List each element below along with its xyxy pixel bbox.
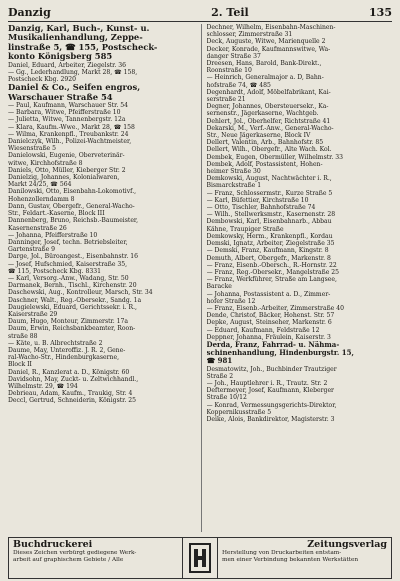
directory-entry: Dreesen, Hans, Barold, Bank-Direkt., [206,60,322,68]
advertisement [8,537,392,579]
directory-entry: — Wilma, Krankenpfl., Treubankstr. 24 [8,130,129,138]
directory-entry: Dembek, Adolf, Postassistent, Hohen- [206,160,323,168]
printing-house-logo-icon [187,541,213,575]
directory-entry: Daschewski, Aug., Kontrolleur, Marsch, Str. 34 [8,289,153,297]
directory-entry: schlosser, Zimmerstraße 31 [206,31,293,39]
directory-entry: serstraße 21 [206,96,246,104]
directory-entry: Kasernenstraße 26 [8,224,67,232]
directory-entry: Derda, Franz, Fahrrad- u. Nähma- [206,340,340,349]
directory-entry: Degner, Johannes, Obersteuersekr., Ka- [206,103,329,111]
directory-entry: Dannenberg, Bruno, Reichsb.-Baumeister, [8,217,139,225]
advert-right-text: Herstellung von Druckarbeiten entstam- [222,550,342,556]
directory-entry: — Josef, Hufschmied, Kaiserstraße 35, [8,260,128,268]
advert-right-text: men einer Verbindung bekannten Werkstätten [222,557,359,563]
directory-entry: Dann, Gustav, Obergefr., General-Wacho- [8,202,135,210]
directory-entry: Straße 2 [206,372,234,380]
directory-entry: — Julietta, Witwe, Tannenbergstr. 12a [8,116,126,124]
directory-entry: Koppernikusstraße 5 [206,408,272,416]
directory-entry: Dembowski, Karl, Eisenbahnarb., Abbau [206,218,332,226]
directory-entry: Demski, Ignatz, Arbeiter, Ziegelstraße 35 [206,240,335,248]
directory-entry: witwe, Kirchhofstraße 8 [8,159,83,167]
directory-entry: — Demski, Franz, Kaufmann, Kingstr. 8 [206,247,329,255]
printing-house-logo-icon [182,538,218,578]
directory-entry: — Konrad, Vermessungsgerichts-Direktor, [206,401,337,409]
directory-entry: straße 88 [8,332,38,340]
directory-entry: linstraße 5, ☎ 155, Postscheck- [8,42,158,52]
directory-entry: — Barbara, Witwe, Pfeifferstraße 10 [8,109,121,117]
page-header [8,6,392,22]
directory-entry: ☎ 115, Postscheck Kbg. 8331 [8,267,101,275]
directory-entry: — Karl, Versorg.-Anw., Wadang, Str. 50 [8,274,129,282]
directory-entry: Daniel, Eduard, Arbeiter, Ziegelstr. 36 [8,61,127,69]
directory-entry: Warschauer Straße 54 [8,92,113,102]
directory-entry: Desmatowitz, Joh., Buchbinder Trautziger [206,365,337,373]
directory-entry: Daschner, Walt., Reg.-Obersekr., Sandg. 1a [8,296,142,304]
directory-entry: Str., Neue Jägerkaserne, Block IV [206,132,311,140]
advert-left-title: Buchdruckerei [13,539,93,550]
directory-entry: Dechner, Wilhelm, Eisenbahn-Maschinen- [206,24,336,31]
directory-entry: Danielzig, Johannes, Kolonialwaren, [8,174,120,182]
directory-entry: Demuth, Albert, Obergefr., Markenstr. 8 [206,254,331,262]
directory-entry: — Johanna, Pfeifferstraße 10 [8,231,98,239]
directory-entry: Wilhelmstr. 29, ☎ 194 [8,382,78,390]
directory-entry: Postscheck Kbg. 2920 [8,76,76,84]
directory-entry: — Franz, Reg.-Obersekr., Mangelstraße 25 [206,268,340,276]
directory-entry: Hohenzollerndamm 8 [8,195,75,203]
directory-entry: — Franz, Schlossermstr., Kurze Straße 5 [206,189,333,197]
directory-entry: — Eduard, Kaufmann, Feldstraße 12 [206,326,320,334]
directory-entry: Darmanek, Bernh., Tischl., Kirchenstr. 20 [8,282,137,290]
directory-entry: heimer Straße 30 [206,168,261,176]
directory-entry: Wiesenstraße 5 [8,145,56,153]
directory-columns [8,24,392,532]
directory-entry: Dembek, Eugen, Obermüller, Wilhelmstr. 33 [206,153,344,161]
directory-entry: Daugielewski, Eduard, Gerichtssekr. i. R., [8,303,137,311]
directory-entry: Straße 10/12 [206,394,247,402]
directory-entry: Baracke [206,283,232,291]
advert-right-title: Zeitungsverlag [307,539,387,550]
directory-entry: Block II [8,361,32,369]
directory-entry: Dekarski, M., Verf.-Anw., General-Wacho- [206,124,334,132]
directory-entry: Musikalienhandlung, Zeppe- [8,33,143,43]
directory-entry: — Paul, Kaufmann, Warschauer Str. 54 [8,102,128,110]
advert-left-text: Dieses Zeichen verbürgt gediegene Werk- [13,550,137,556]
directory-entry: Deck, Auguste, Witwe, Marienquelle 2 [206,38,326,46]
directory-entry: — Karl, Büfettier, Kirchstraße 10 [206,196,309,204]
directory-entry: konto Königsberg 585 [8,52,113,62]
left-column [8,24,195,532]
directory-entry: Markt 24/25, ☎ 564 [8,181,72,189]
directory-entry: ral-Wacho-Str., Hindenburgkaserne, [8,354,120,362]
directory-entry: — Franz, Eisenb.-Arbeiter, Zimmerstraße 40 [206,304,344,312]
directory-entry: Danzig, Karl, Buch-, Kunst- u. [8,24,150,33]
directory-entry: Degenhardt, Adolf, Möbelfabrikant, Kai- [206,88,331,96]
directory-entry: Deppner, Johanna, Fräulein, Kaiserstr. 3 [206,333,331,341]
directory-entry: Darge, Jol., Büroangest., Eisenbahnstr. 16 [8,253,139,261]
directory-entry: Deccl, Gertrud, Schneiderin, Königstr. 25 [8,397,137,405]
directory-entry: hofstraße 74, ☎ 485 [206,81,271,89]
directory-entry: — Franz, Werkführer, Straße am Langsee, [206,276,337,284]
directory-entry: — Joh., Hauptlehrer i. R., Trautz. Str. 2 [206,379,328,387]
directory-entry: Danilowski, Otto, Eisenbahn-Lokomotivf., [8,188,137,196]
directory-entry: sernenstr., Jägerkaserne, Wachtgeb. [206,110,319,118]
directory-entry: Dellert, Wilh., Obergefr., Alte Wach. Kol. [206,146,332,154]
directory-entry: ☎ 981 [206,357,233,366]
header-section: 2. Teil [211,6,249,19]
advert-left-text: arbeit auf graphischem Gebiete / Alle [13,557,124,563]
directory-entry: Dehlert, Jol., Oberhelfer, Richtstraße 41 [206,117,331,125]
directory-entry: Gartenstraße 9 [8,246,56,254]
directory-entry: Demkowski, August, Nachtwächter i. R., [206,175,332,183]
directory-entry: Dende, Christof, Bäcker, Hohenst. Str. 57 [206,312,335,320]
directory-entry: Roonstraße 10 [206,67,252,75]
directory-entry: — Heinrich, Generalmajor a. D, Bahn- [206,74,324,82]
header-surname: Danzig [8,6,51,19]
directory-entry: schinenhandlung, Hindenburgstr. 15, [206,349,354,358]
page-number: 135 [369,6,392,19]
directory-entry: — Wilh., Stellwerksmstr., Kasernenstr. 28 [206,211,336,219]
directory-entry: Bismarckstraße 1 [206,182,262,190]
right-column [201,24,393,532]
directory-entry: Demkowsky, Herm., Krankenpfl., Kordau [206,232,333,240]
directory-entry: Deike, Alois, Bankdirektor, Magisterstr. 3 [206,415,335,423]
directory-entry: Debrieau, Adam, Kaufm., Traukig, Str. 4 [8,390,133,398]
directory-entry: Danielczyk, Wilh., Polizei-Wachtmeister, [8,138,132,146]
directory-entry: Deftermeyer, Josef, Kaufmann, Kleberger [206,387,334,395]
directory-entry: Decker, Konrade, Kaufmannswitwe, Wa- [206,45,331,53]
directory-entry: — Johanna, Postassistent a. D., Zimmer- [206,290,331,298]
directory-entry: Daum, Erwin, Reichsbankbeamter, Roon- [8,325,136,333]
directory-entry: — Klara, Kaufm.-Wwe., Markt 28, ☎ 158 [8,123,135,131]
directory-entry: — Käte, u. B. Albrechtstraße 2 [8,339,103,347]
directory-entry: Daniel, R., Kanzlerat a. D., Königstr. 60 [8,368,130,376]
advert-right [218,538,391,578]
directory-entry: Dellert, Valentin, Arb., Bahnhofstr. 85 [206,139,324,147]
directory-entry: Danielowski, Eugenie, Oberveterinär- [8,152,125,160]
directory-entry: Davidsohn, May, Zuckt- u. Zeltwichhandl., [8,375,139,383]
advert-left [9,538,182,578]
directory-entry: Daum, Hugo, Monteur, Zimmerstr. 17a [8,318,129,326]
directory-entry: — Gg., Lederhandlung, Markt 28, ☎ 158, [8,68,138,76]
directory-entry: Kähne, Traupiger Straße [206,225,284,233]
directory-entry: Depke, August, Steinseher, Markenstr. 6 [206,319,332,327]
directory-entry: hofer Straße 12 [206,297,256,305]
directory-entry: Danninger, Josef, techn. Betriebsleiter, [8,238,128,246]
directory-entry: Daniel & Co., Seifen engros, [8,83,141,93]
directory-entry: Daniels, Otto, Müller, Kieberger Str. 2 [8,166,126,174]
directory-entry: Str., Feldart.-Kaserne, Block III [8,210,105,218]
directory-entry: Kaiserstraße 29 [8,310,58,318]
directory-entry: — Otto, Tischler, Bahnhofstraße 74 [206,204,316,212]
directory-entry: Daume, May, Unteroffiz. J. R. 2, Gene- [8,346,126,354]
directory-entry: danger Straße 37 [206,52,261,60]
directory-entry: — Franz, Eisenb.-Obersch., R.-Hornstr. 22 [206,261,337,269]
